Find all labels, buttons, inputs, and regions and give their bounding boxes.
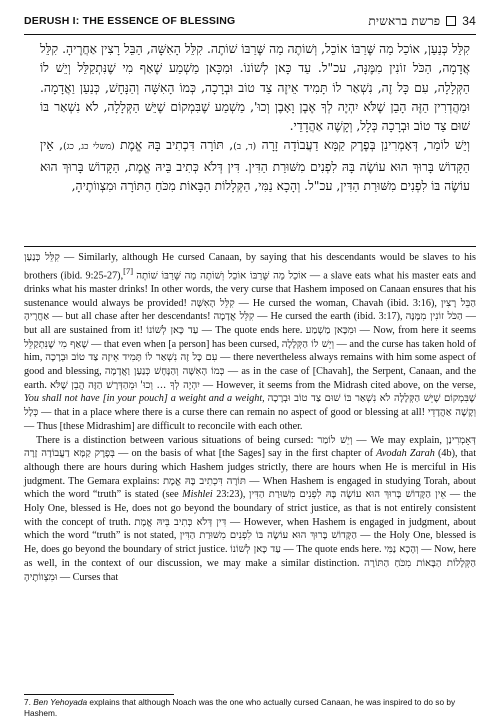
translation-text: (4b), that although there are hours during which Hashem judges strictly, there are hours when He is merciful in His judgment. The Gemara explains: — [24, 448, 477, 487]
source-reference: (ד, ב) — [233, 142, 257, 153]
running-head-title: DERUSH I: THE ESSENCE OF BLESSING — [24, 15, 236, 27]
hebrew-phrase: הַבֵּל רָצִין אַחֲרֶיהָ — [24, 297, 477, 323]
translation-text: — but all are sustained from it! — [24, 311, 476, 336]
hebrew-phrase: אוֹכַל מַה שֶּׁרַבּוֹ אוֹכֵל וְשׁוֹתֶה מַה שֶּׁרַבּוֹ שׁוֹתֶה — [136, 270, 307, 282]
hebrew-line: יִהְיֶה לְךָ אֶבֶן וָאָבֶן וְכוּ', מַשְׁמַע שֶׁבִּמְקוֹם שֶׁיֵּשׁ הַקְּלָלָה, לֹא נִשְׁאַר בּוֹ — [40, 99, 359, 114]
translation-text: — on the basis of what [the Sages] say in the first chapter of — [114, 448, 377, 460]
hebrew-phrase: שֶׁאַף מִי שֶׁנִּתְקַלֵּל — [24, 338, 89, 350]
commentary-paragraph — [24, 434, 476, 585]
square-icon — [446, 16, 456, 26]
footnote-rule — [24, 694, 174, 695]
commentary-paragraph — [24, 251, 476, 434]
translation-text: — as in the case of [Chavah], the Serpent, Canaan, and the earth. — [24, 366, 476, 391]
hebrew-phrase: הַקָּדוֹשׁ בָּרוּךְ הוּא עוֹשֶׂה בּוֹ לִפְנִים מִשּׁוּרַת הַדִּין — [179, 530, 357, 542]
hebrew-line: אֱמֶת — [120, 138, 143, 153]
hebrew-line: , אֵין הַקָּדוֹשׁ בָּרוּךְ הוּא עוֹשֶׂה בָּהּ לִפְנִים מִשּׁוּרַת הַדִּין. — [40, 138, 470, 174]
hebrew-line: דִּין דְּלֹא כְּתִיב בֵּיהּ אֱמֶת, הַקָּדוֹשׁ בָּרוּךְ הוּא עוֹשֶׂה בּוֹ לִפְנִים מִשּׁוּרַת — [40, 159, 470, 194]
hebrew-phrase: עַד כָּאן לְשׁוֹנוֹ — [146, 324, 199, 336]
parashah-label: פרשת בראשית — [368, 13, 441, 28]
translation-text: — However, it seems from the Midrash cited above, on the verse, — [199, 379, 477, 391]
translation-text: — The quote ends here. — [280, 544, 382, 556]
hebrew-phrase: עַד כָּאן לְשׁוֹנוֹ — [230, 544, 281, 556]
translation-text: — We may explain, — [352, 434, 442, 446]
section-divider — [24, 246, 476, 247]
footnote-marker: [7] — [123, 265, 134, 276]
translation-text: — He cursed the woman, Chavah (ibid. 3:16), — [234, 297, 437, 309]
hebrew-phrase: וְקָשֶׁה אַהֲדָדֵי — [427, 407, 476, 419]
translation-text: — that even when [a person] has been cursed, — [88, 338, 280, 350]
hebrew-phrase: כְּמוֹ הָאִשָּׁה וְהַנָּחָשׁ כְּנַעַן וַאֲדָמָה — [104, 366, 225, 378]
hebrew-phrase: עִם כָּל זֶה נִשְׁאַר לוֹ תָּמִיד אֵיזֶה צַד טוֹב וּבְרָכָה — [45, 352, 218, 364]
header-rule — [24, 34, 476, 35]
verse-quote: You shall not have [in your pouch] a weight and a weight, — [24, 393, 265, 405]
translation-text: — and the curse has taken hold of him, — [24, 338, 476, 364]
translation-text: — However, when Hashem is engaged in judgment, about which the word “truth” is not stated, — [24, 516, 477, 542]
running-header — [24, 10, 476, 32]
hebrew-phrase: הַקְּלָלוֹת הַבָּאוֹת מִכֹּחַ הַתּוֹרָה וּמִצְווֹתֶיהָ — [24, 557, 476, 583]
source-title: Ben Yehoyada — [33, 697, 88, 707]
hebrew-line: קִלֵּל כְּנַעַן, אוֹכַל מַה שֶּׁרַבּוֹ אוֹכֵל, וְשׁוֹתֶה מַה שֶּׁרַבּוֹ שׁוֹתֶה. קִלֵּל הָאִשָּׁה, — [146, 42, 470, 56]
hebrew-phrase: יִהְיֶה לְךָ ... וְכוּ' — [140, 379, 200, 391]
footnote-text: explains that although Noach was the one who actually cursed Canaan, he was inspired to do so by Hashem. — [24, 697, 456, 718]
hebrew-line: שׁוּם צַד טוֹב וּבְרָכָה כְּלָל, וְקָשֶׁה אַהֲדָדֵי. — [289, 119, 470, 134]
hebrew-phrase: אֵין הַקָּדוֹשׁ בָּרוּךְ הוּא עוֹשֶׂה בָּהּ לִפְנִים מִשּׁוּרַת הַדִּין — [248, 489, 447, 501]
translation-text: 23:23), — [212, 489, 246, 501]
english-commentary — [24, 251, 476, 584]
translation-text: — that in a place where there is a curse there can remain no aspect of good or blessing at all! — [38, 407, 425, 419]
translation-text: — He cursed the earth (ibid. 3:17), — [254, 311, 403, 323]
hebrew-phrase: שֶׁבִּמְקוֹם שֶׁיֵּשׁ הַקְּלָלָה לֹא נִשְׁאַר בּוֹ שׁוּם צַד טוֹב וּבְרָכָה כְּלָל — [24, 393, 477, 419]
book-name: Mishlei — [182, 489, 213, 501]
translation-text: — Thus [these Midrashim] are difficult to reconcile with each other. — [24, 420, 303, 432]
page-number: 34 — [462, 14, 476, 28]
hebrew-line: טוֹב וּבְרָכָה, כְּמוֹ הָאִשָּׁה וְהַנָּחָשׁ, כְּנַעַן וַאֲדָמָה. וּמַהֲדְרִין הַזֶּה הָבֵן שֶׁלֹּא — [40, 80, 470, 114]
running-head-right — [368, 14, 476, 29]
hebrew-phrase: קִלֵּל הָאִשָּׁה — [190, 297, 235, 309]
hebrew-phrase: וּמִכָּאן מַשְׁמַע — [305, 324, 357, 336]
translation-text: — but all chase after her descendants! — [49, 311, 211, 323]
translation-text: — the Holy One, blessed is He, does not go beyond the boundary of strict justice, as that is not entirely consistent with the concept of truth. — [24, 489, 476, 528]
translation-text: — Curses that — [57, 571, 119, 583]
translation-text: — When Hashem is engaged in studying Torah, about which the word “truth” is stated (see — [24, 475, 476, 501]
hebrew-phrase: קִלֵּל כְּנַעַן — [24, 252, 60, 263]
translation-text: — there nevertheless always remains with him some aspect of good and blessing, — [24, 352, 476, 378]
translation-text: — a slave eats what his master eats and drinks what his master drinks! In other words, the very curse that Hashem imposed on Canaan ensures that his sustenance would always be provided! — [24, 270, 477, 309]
hebrew-phrase: הַכֹּל זוֹנִין מִמֶּנָּה — [405, 311, 463, 323]
hebrew-line: הַבֵּל רָצִין אַחֲרֶיהָ. קִלֵּל אֲדָמָה, הַכֹּל זוֹנִין מִמֶּנָּה, עכ"ל. עַד כָּאן לְשׁוֹנוֹ. וּמִכָּאן מַשְׁמַע — [40, 42, 470, 76]
hebrew-main-text — [40, 40, 470, 196]
hebrew-line: , תּוֹרָה דִּכְתִיב בָּהּ — [147, 138, 234, 153]
hebrew-phrase: וְהָכָא נַמִּי — [384, 544, 419, 556]
hebrew-line: שֶׁאַף מִי שֶׁנִּתְקַלֵּל וְיֵשׁ לוֹ הַקְּלָלָה, עִם כָּל זֶה, נִשְׁאַר לוֹ תָּמִיד אֵיזֶה צַד — [40, 61, 470, 95]
section-intro: There is a distinction between various situations of being cursed: — [36, 434, 314, 446]
tractate-name: Avodah Zarah — [376, 448, 435, 460]
source-reference: (משלי כג, כג) — [63, 142, 115, 153]
hebrew-phrase: דְּאָמְרִינַן בְּפֶרֶק קַמָּא דַעֲבוֹדָה זָרָה — [24, 434, 476, 460]
hebrew-phrase: וּמֵהַדְּרָשׁ הַזֶּה הֲבֵן שֶׁלֹּא — [49, 379, 138, 391]
hebrew-phrase: קִלֵּל אֲדָמָה — [213, 311, 255, 323]
hebrew-phrase: תּוֹרָה דִּכְתִיב בָּהּ אֱמֶת — [162, 475, 246, 487]
footnote-number: 7. — [24, 697, 31, 707]
hebrew-phrase: וְיֵשׁ לוֹ הַקְּלָלָה — [281, 338, 334, 350]
hebrew-phrase: דִּין דְּלֹא כְּתִיב בֵּיהּ אֱמֶת — [134, 516, 227, 528]
translation-text: — the Holy One, blessed is He, does go beyond the boundary of strict justice. — [24, 530, 476, 556]
translation-text: — Now, here as well, in the context of our discussion, we may make a similar distinction. — [24, 544, 477, 569]
translation-text: — The quote ends here. — [198, 324, 303, 336]
hebrew-line: הַדִּין, עכ"ל. וְהָכָא נַמִּי, הַקְּלָלוֹת הַבָּאוֹת מִכֹּחַ הַתּוֹרָה וּמִצְווֹתֶיהָ, — [71, 179, 360, 194]
translation-text: — Similarly, although He cursed Canaan, by saying that his descendants would be slaves to his brothers (ibid. 9:25-27), — [24, 252, 476, 282]
footnote — [24, 697, 476, 718]
hebrew-phrase: וְיֵשׁ לוֹמַר — [317, 434, 353, 446]
hebrew-line: וְיֵשׁ לוֹמַר, דְּאָמְרִינַן בְּפֶרֶק קַמָּא דַעֲבוֹדָה זָרָה — [261, 138, 470, 153]
translation-text: — Now, from here it seems — [356, 324, 477, 336]
